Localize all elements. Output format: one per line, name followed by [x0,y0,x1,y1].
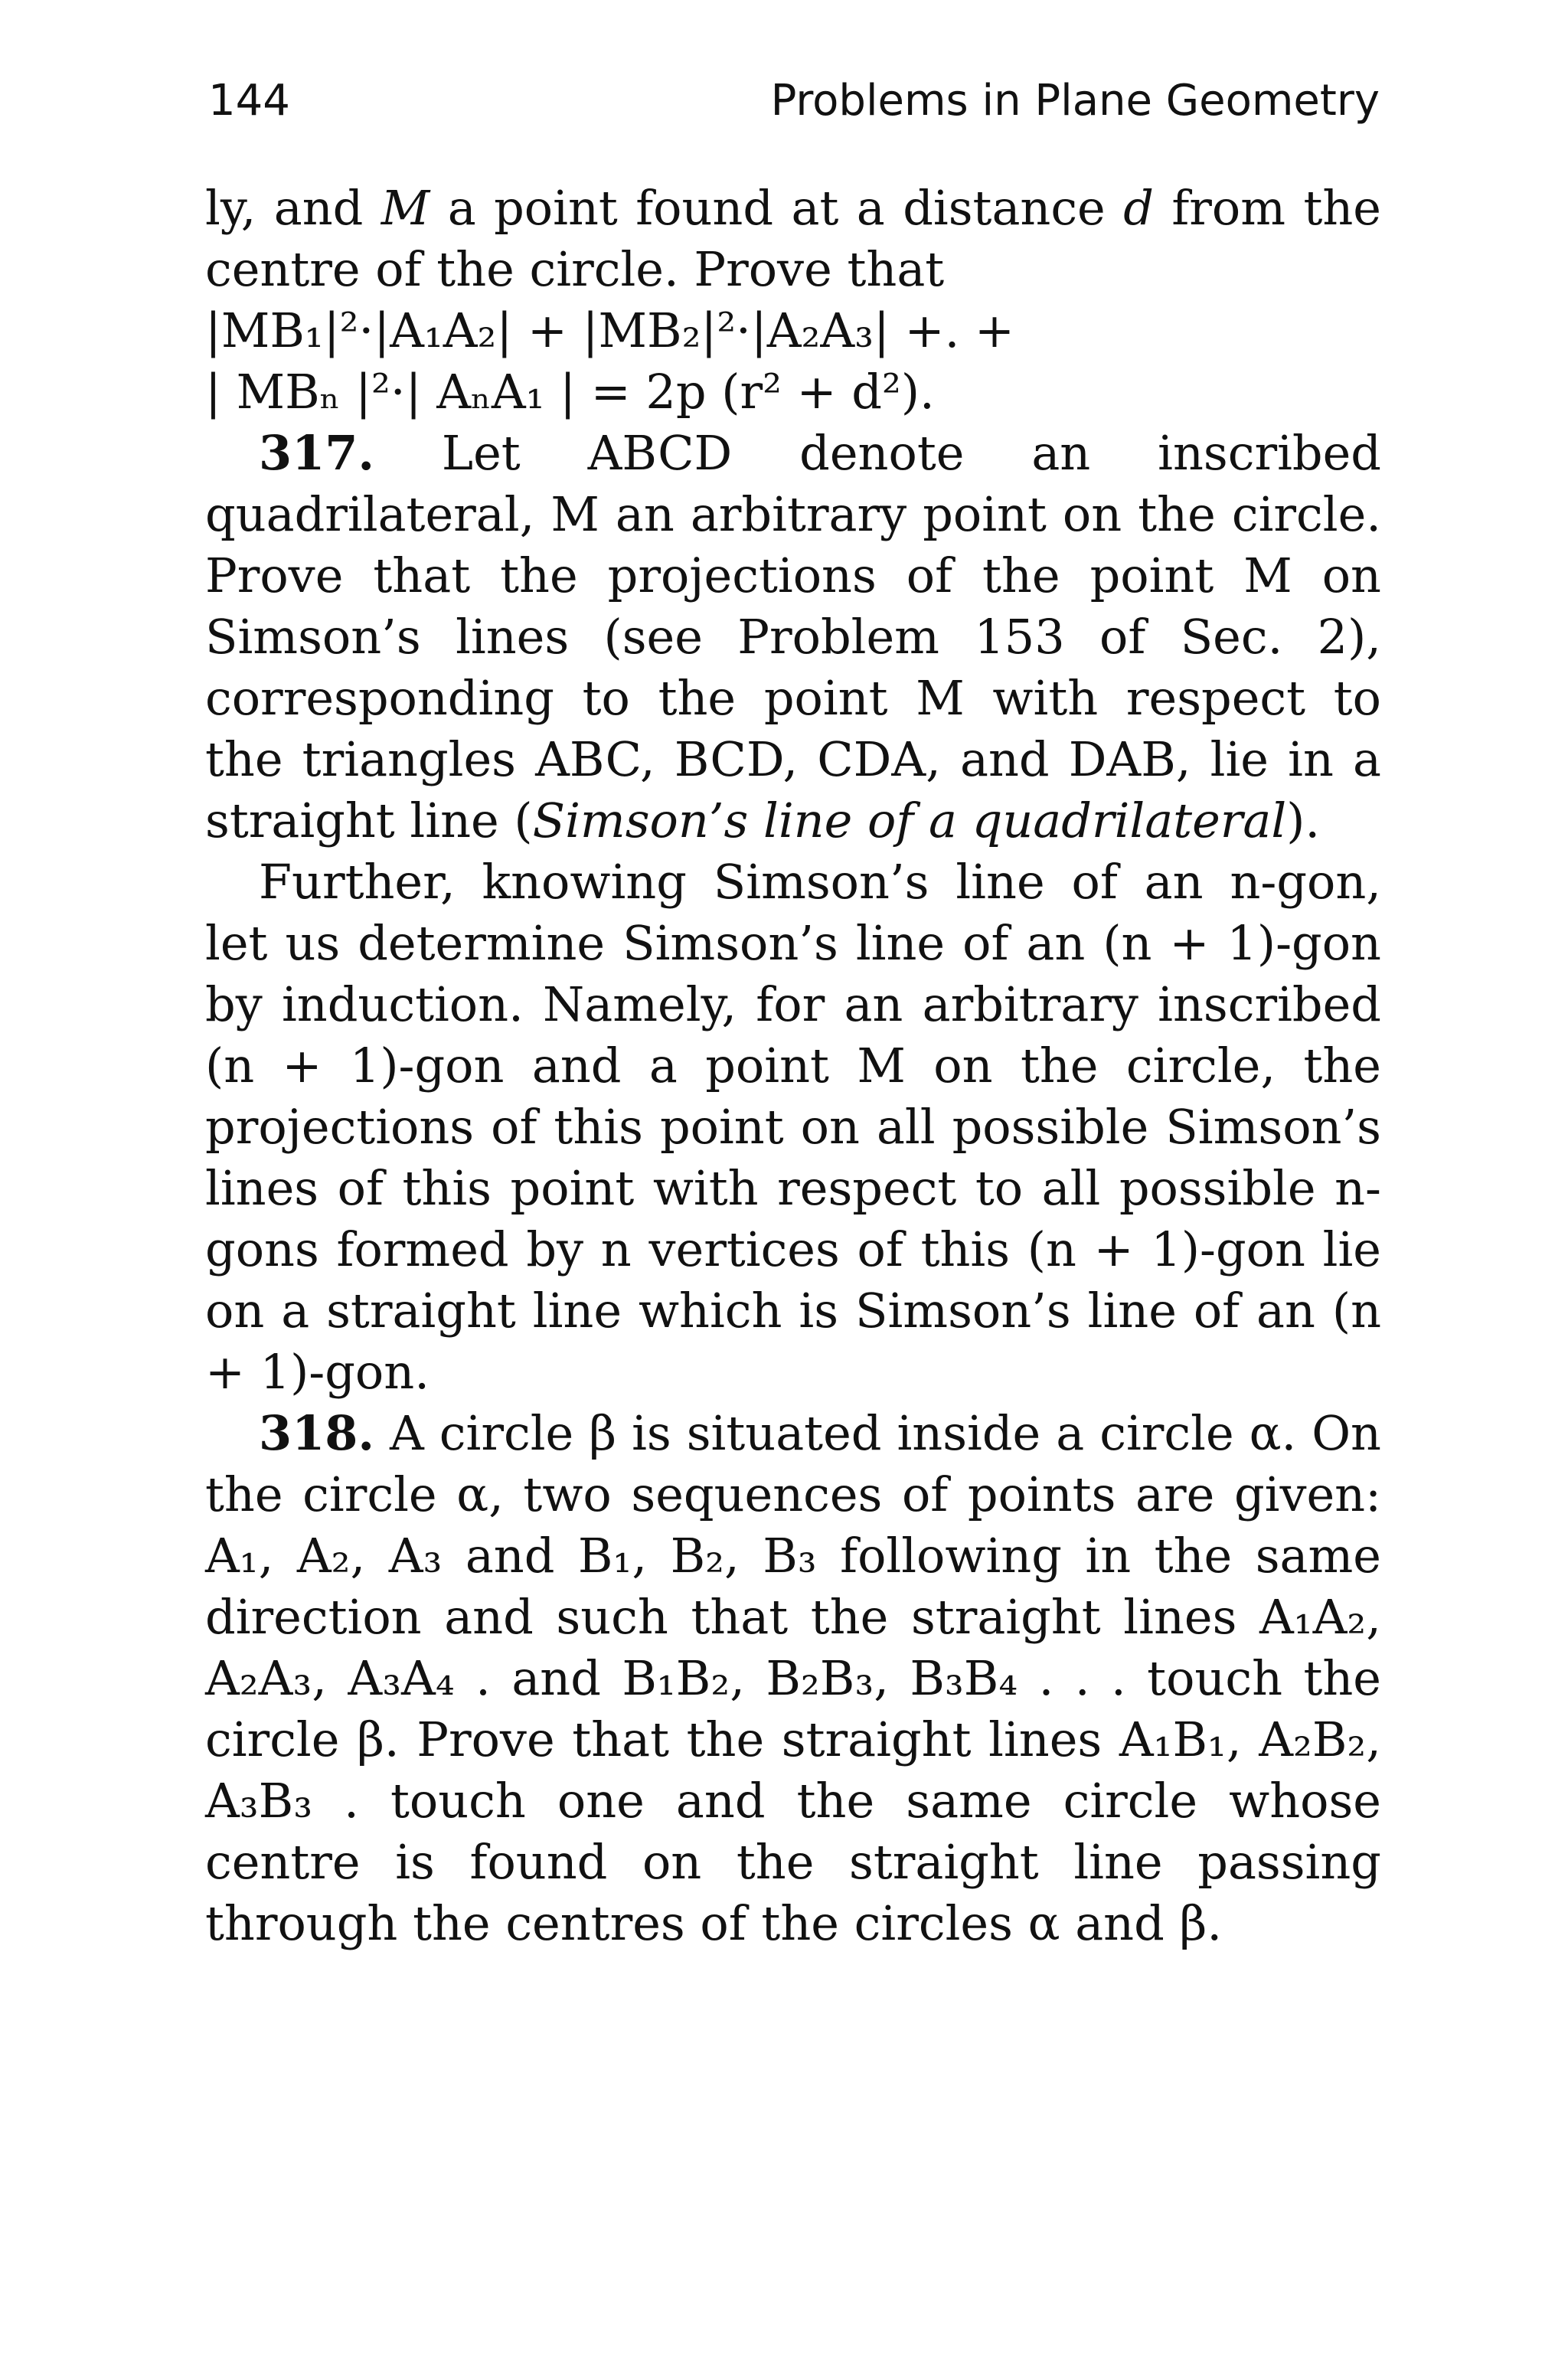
formula-line-1: |MB₁|²·|A₁A₂| + |MB₂|²·|A₂A₃| +. + [205,302,1014,358]
problem-318 [205,1403,1381,1954]
continuation-text-3: from the centre of the circle. Prove that [205,180,1381,297]
problem-317-text: Let ABCD denote an inscribed quadrilateral, M an arbitrary point on the circle. Prove that the projections of the point M on Simson’s lines (see Problem 153 of Sec. 2), corresponding to the point M with respect to the triangles ABC, BCD, CDA, and DAB, lie in a straight line ( [205,425,1381,848]
formula-line-2: | MBₙ |²·| AₙA₁ | = 2p (r² + d²). [205,364,935,420]
symbol-d: d [1123,180,1154,236]
problem-318-text: A circle β is situated inside a circle α. On the circle α, two sequences of points are given: A₁, A₂, A₃ and B₁, B₂, B₃ following in the same direction and such that the straight lines A₁A₂, A₂A₃, A₃A₄ . and B₁B₂, B₂B₃, B₃B₄ . . . touch the circle β. Prove that the straight lines A₁B₁, A₂B₂, A₃B₃ . touch one and the same circle whose centre is found on the straight line passing through the centres of the circles α and β. [205,1405,1381,1951]
running-title: Problems in Plane Geometry [770,76,1380,126]
further-paragraph: Further, knowing Simson’s line of an n-gon, let us determine Simson’s line of an (n + 1)-gon by induction. Namely, for an arbitrary inscribed (n + 1)-gon and a point M on the circle, the projections of this point on all possible Simson’s lines of this point with respect to all possible n-gons formed by n vertices of this (n + 1)-gon lie on a straight line which is Simson’s line of an (n + 1)-gon. [205,854,1381,1400]
problem-317-number: 317. [259,425,375,481]
problem-317-italic-term: Simson’s line of a quadrilateral [532,793,1287,848]
continuation-text-1: ly, and [205,180,381,236]
problem-318-number: 318. [259,1405,375,1461]
page-number: 144 [208,76,290,126]
page-header [208,70,1380,132]
continuation-paragraph [205,178,1381,300]
symbol-m: M [381,180,430,236]
problem-317-end: ). [1286,793,1321,848]
problem-317 [205,423,1381,852]
page-content [205,178,1381,1954]
continuation-text-2: a point found at a distance [430,180,1124,236]
